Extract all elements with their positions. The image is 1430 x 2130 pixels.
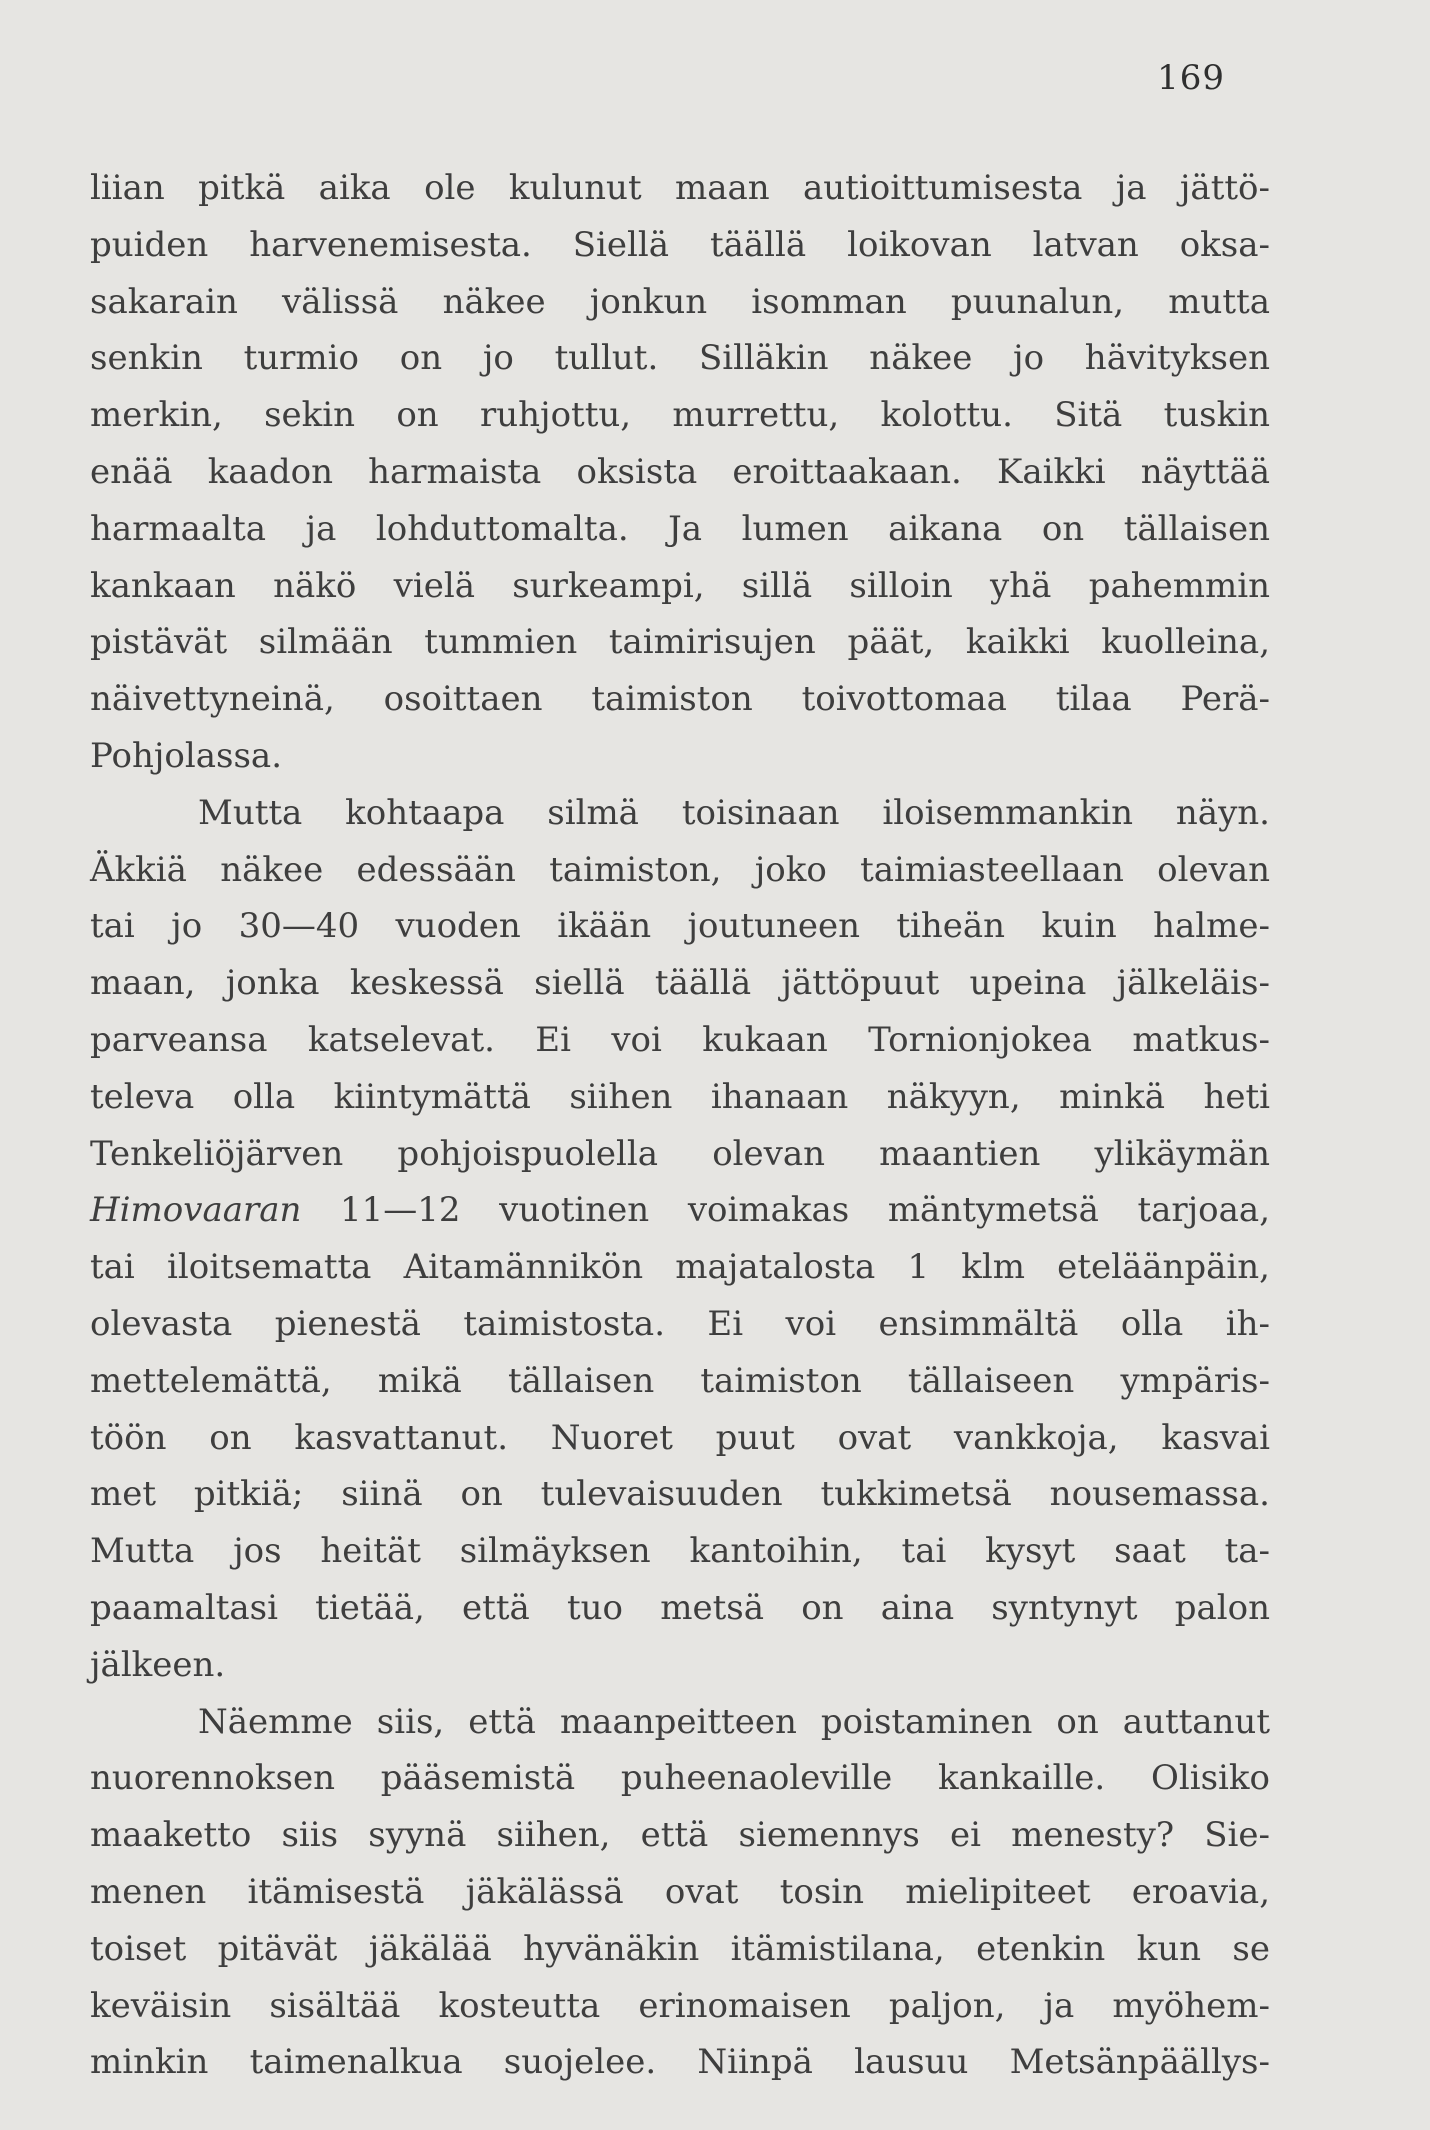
text-line: sakarain välissä näkee jonkun isomman puunalun, mutta — [90, 281, 1270, 322]
text-line: näivettyneinä, osoittaen taimiston toivottomaa tilaa Perä- — [90, 679, 1270, 720]
text-line: Pohjolassa. — [90, 735, 282, 776]
text-line: televa olla kiintymättä siihen ihanaan näkyyn, minkä heti — [90, 1076, 1270, 1117]
text-line: keväisin sisältää kosteutta erinomaisen paljon, ja myöhem- — [90, 1985, 1270, 2026]
text-line: minkin taimenalkua suojelee. Niinpä lausuu Metsänpäällys- — [90, 2042, 1270, 2083]
text-line: enää kaadon harmaista oksista eroittaakaan. Kaikki näyttää — [90, 451, 1270, 492]
text-line: met pitkiä; siinä on tulevaisuuden tukkimetsä nousemassa. — [90, 1474, 1270, 1515]
text-line: olevasta pienestä taimistosta. Ei voi ensimmältä olla ih- — [90, 1303, 1270, 1344]
text-line: mettelemättä, mikä tällaisen taimiston tällaiseen ympäris- — [90, 1360, 1270, 1401]
text-line: liian pitkä aika ole kulunut maan autioittumisesta ja jättö- — [90, 168, 1270, 208]
text-line: toiset pitävät jäkälää hyvänäkin itämistilana, etenkin kun se — [90, 1928, 1270, 1969]
text-line: jälkeen. — [90, 1644, 226, 1685]
page-number: 169 — [1157, 58, 1225, 98]
text-line: maaketto siis syynä siihen, että siemennys ei menesty? Sie- — [90, 1815, 1270, 1856]
text-line: Äkkiä näkee edessään taimiston, joko taimiasteellaan olevan — [90, 849, 1270, 890]
body-text — [90, 160, 1270, 2091]
text-line: maan, jonka keskessä siellä täällä jättöpuut upeina jälkeläis- — [90, 963, 1270, 1004]
text-line: kankaan näkö vielä surkeampi, sillä silloin yhä pahemmin — [90, 565, 1270, 606]
text-line — [90, 1182, 1270, 1239]
text-line: tai iloitsematta Aitamännikön majatalosta 1 klm eteläänpäin, — [90, 1247, 1270, 1288]
italic-place-name: Himovaaran — [90, 1190, 302, 1231]
text-line: puiden harvenemisesta. Siellä täällä loikovan latvan oksa- — [90, 224, 1270, 265]
text-line: Mutta jos heität silmäyksen kantoihin, tai kysyt saat ta- — [90, 1531, 1270, 1572]
text-line: Mutta kohtaapa silmä toisinaan iloisemmankin näyn. — [198, 792, 1270, 833]
text-line: parveansa katselevat. Ei voi kukaan Tornionjokea matkus- — [90, 1019, 1270, 1060]
text-line: Näemme siis, että maanpeitteen poistaminen on auttanut — [198, 1701, 1270, 1742]
text-line-rest: 11—12 vuotinen voimakas mäntymetsä tarjoaa, — [301, 1190, 1270, 1231]
text-line: harmaalta ja lohduttomalta. Ja lumen aikana on tällaisen — [90, 508, 1270, 549]
text-line: menen itämisestä jäkälässä ovat tosin mielipiteet eroavia, — [90, 1871, 1270, 1912]
text-line: merkin, sekin on ruhjottu, murrettu, kolottu. Sitä tuskin — [90, 395, 1270, 436]
text-line: tai jo 30—40 vuoden ikään joutuneen tiheän kuin halme- — [90, 906, 1270, 947]
text-line: nuorennoksen pääsemistä puheenaoleville kankaille. Olisiko — [90, 1758, 1270, 1799]
text-line: paamaltasi tietää, että tuo metsä on aina syntynyt palon — [90, 1587, 1270, 1628]
text-line: senkin turmio on jo tullut. Silläkin näkee jo hävityksen — [90, 338, 1270, 379]
text-line: Tenkeliöjärven pohjoispuolella olevan maantien ylikäymän — [90, 1133, 1270, 1174]
text-line: töön on kasvattanut. Nuoret puut ovat vankkoja, kasvai — [90, 1417, 1270, 1458]
text-line: pistävät silmään tummien taimirisujen päät, kaikki kuolleina, — [90, 622, 1270, 663]
